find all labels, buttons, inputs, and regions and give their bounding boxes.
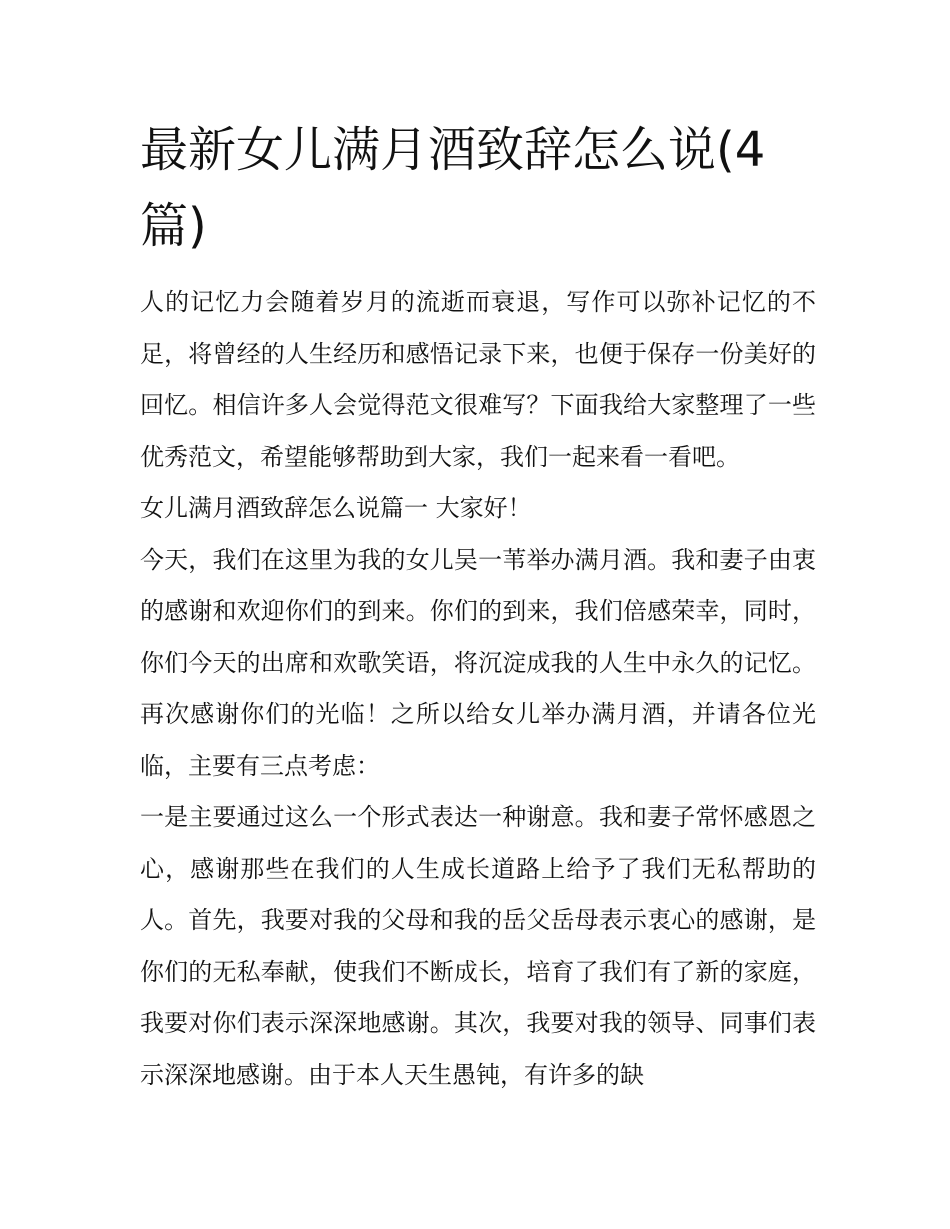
body-paragraph: 今天，我们在这里为我的女儿吴一苇举办满月酒。我和妻子由衷的感谢和欢迎你们的到来。你们的到来，我们倍感荣幸，同时，你们今天的出席和欢歌笑语，将沉淀成我的人生中永久的记忆。再次感谢你们的光临！之所以给女儿举办满月酒，并请各位光临，主要有三点考虑： [140, 545, 816, 780]
document-title: 最新女儿满月酒致辞怎么说(4篇) [140, 122, 766, 254]
document-body [140, 277, 816, 1101]
body-paragraph: 一是主要通过这么一个形式表达一种谢意。我和妻子常怀感恩之心，感谢那些在我们的人生成长道路上给予了我们无私帮助的人。首先，我要对我的父母和我的岳父岳母表示衷心的感谢，是你们的无私奉献，使我们不断成长，培育了我们有了新的家庭，我要对你们表示深深地感谢。其次，我要对我的领导、同事们表示深深地感谢。由于本人天生愚钝，有许多的缺 [140, 803, 816, 1089]
intro-paragraph: 人的记忆力会随着岁月的流逝而衰退，写作可以弥补记忆的不足，将曾经的人生经历和感悟记录下来，也便于保存一份美好的回忆。相信许多人会觉得范文很难写？下面我给大家整理了一些优秀范文，希望能够帮助到大家，我们一起来看一看吧。 [140, 288, 816, 471]
section-heading-paragraph: 女儿满月酒致辞怎么说篇一 大家好！ [140, 494, 532, 522]
